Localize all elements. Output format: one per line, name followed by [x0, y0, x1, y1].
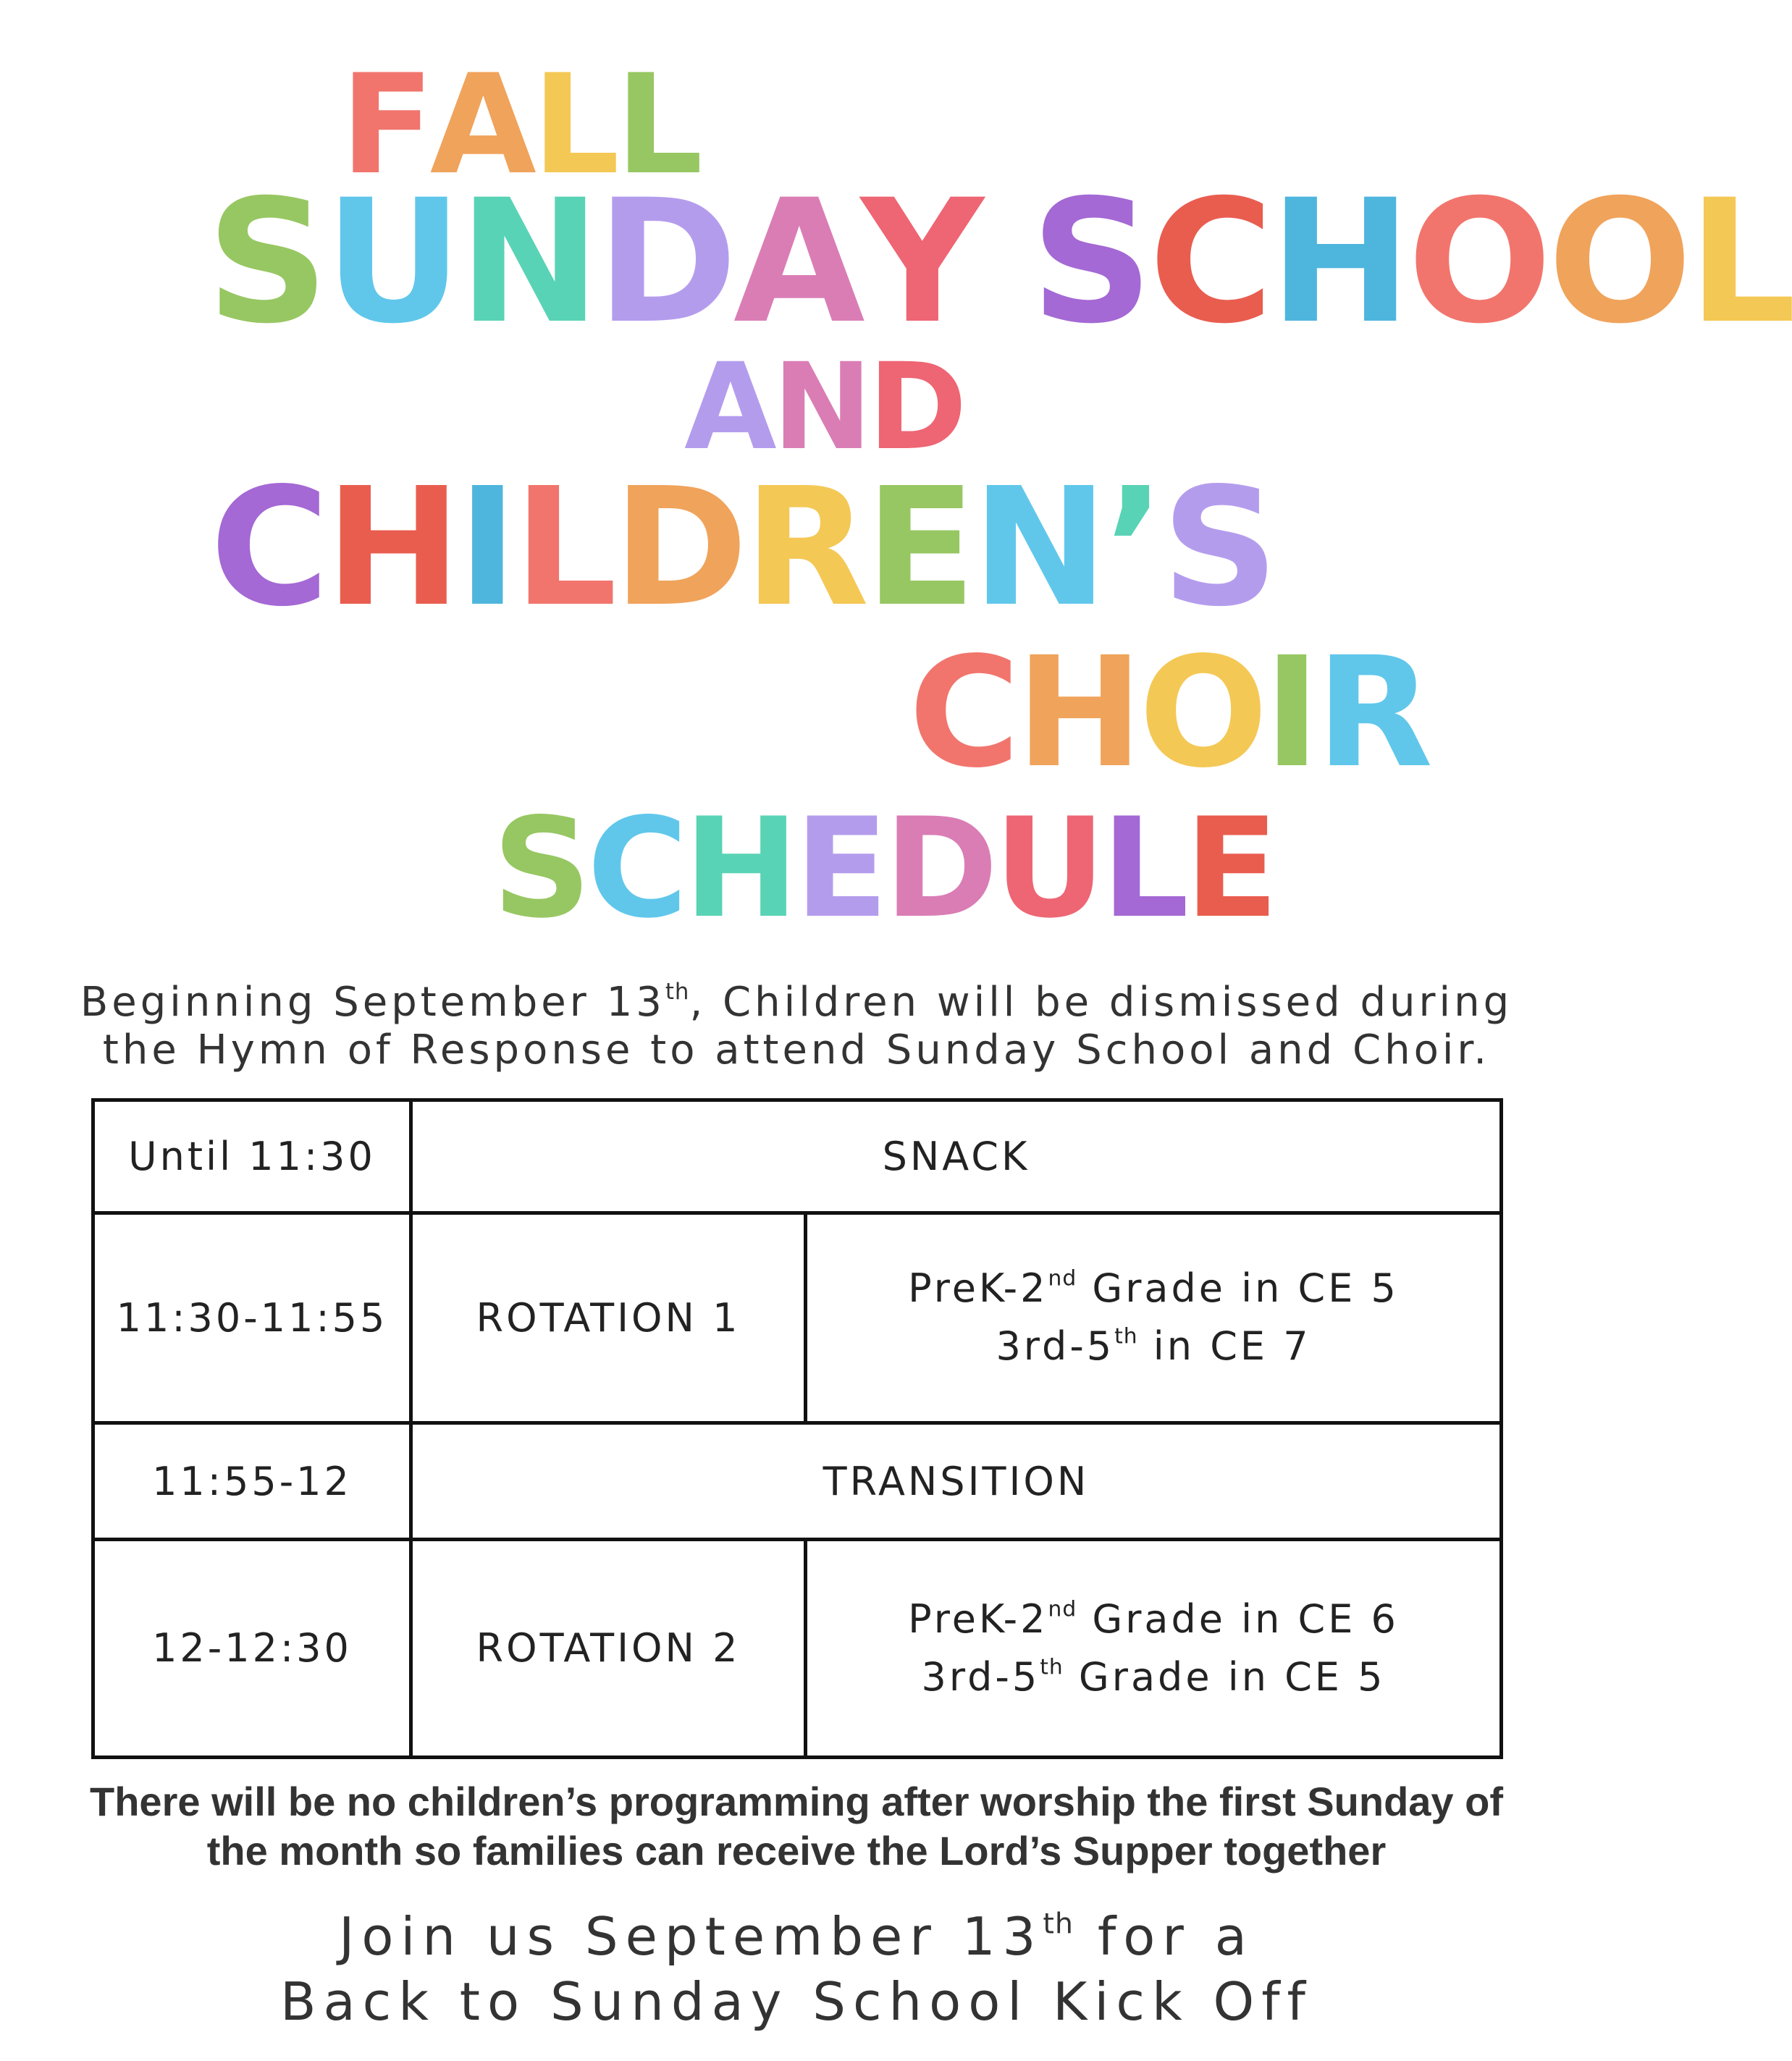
title-letter: S — [1161, 453, 1275, 643]
communion-note — [29, 1777, 1564, 1876]
intro-line-2: the Hymn of Response to attend Sunday School and Choir. — [102, 1027, 1491, 1074]
title-letter: E — [1185, 788, 1274, 948]
activity-cell: TRANSITION — [411, 1423, 1502, 1540]
title-letter: O — [1138, 624, 1264, 801]
title-letter: E — [865, 453, 972, 643]
title-letter: L — [531, 45, 615, 205]
time-cell: 11:30-11:55 — [93, 1213, 411, 1423]
title-letter: H — [325, 453, 458, 643]
table-row — [93, 1423, 1502, 1540]
location-line: 3rd-5th in CE 7 — [996, 1323, 1311, 1370]
title-letter: S — [1030, 164, 1149, 361]
title-letter: D — [613, 453, 744, 643]
title-letter: U — [993, 788, 1102, 948]
title-letter: L — [1688, 164, 1792, 361]
title-letter: N — [972, 453, 1104, 643]
title-choir — [909, 624, 1429, 801]
title-letter: L — [513, 453, 613, 643]
title-letter: R — [744, 453, 865, 643]
activity-cell: ROTATION 1 — [411, 1213, 806, 1423]
note-line-1: There will be no children’s programming after worship the first Sunday of — [90, 1779, 1503, 1824]
title-letter: H — [1269, 164, 1408, 361]
title-letter: D — [884, 788, 994, 948]
title-letter: H — [1016, 624, 1139, 801]
title-letter: I — [1263, 624, 1316, 801]
title-childrens — [210, 453, 1275, 643]
schedule-table — [91, 1098, 1503, 1759]
title-letter: A — [684, 337, 773, 476]
title-and — [684, 337, 963, 476]
title-letter: ’ — [1103, 453, 1162, 643]
location-cell — [806, 1213, 1502, 1423]
title-letter: E — [794, 788, 885, 948]
title-letter: U — [324, 164, 459, 361]
time-cell: 11:55-12 — [93, 1423, 411, 1540]
join-line-2: Back to Sunday School Kick Off — [280, 1971, 1313, 2032]
title-letter: F — [340, 45, 430, 205]
title-letter: D — [867, 337, 963, 476]
table-row — [93, 1539, 1502, 1757]
time-cell: 12-12:30 — [93, 1539, 411, 1757]
title-schedule — [492, 788, 1274, 948]
title-letter: Y — [860, 164, 980, 361]
location-line: PreK-2nd Grade in CE 6 — [908, 1596, 1399, 1642]
kickoff-announcement — [72, 1904, 1520, 2034]
intro-text — [43, 979, 1549, 1074]
title-letter: H — [683, 788, 795, 948]
title-letter: C — [1148, 164, 1270, 361]
table-row — [93, 1100, 1502, 1213]
join-line-1: Join us September 13th for a — [339, 1906, 1254, 1967]
title-letter: L — [1101, 788, 1185, 948]
title-letter: I — [457, 453, 514, 643]
title-letter: L — [615, 45, 699, 205]
activity-cell: ROTATION 2 — [411, 1539, 806, 1757]
location-line: PreK-2nd Grade in CE 5 — [908, 1265, 1399, 1312]
title-letter: C — [586, 788, 684, 948]
title-letter: S — [206, 164, 325, 361]
title-letter: S — [492, 788, 587, 948]
location-cell — [806, 1539, 1502, 1757]
title-letter: O — [1407, 164, 1548, 361]
activity-cell: SNACK — [411, 1100, 1502, 1213]
title-letter: N — [772, 337, 868, 476]
time-cell: Until 11:30 — [93, 1100, 411, 1213]
location-line: 3rd-5th Grade in CE 5 — [921, 1653, 1386, 1700]
title-letter: C — [210, 453, 326, 643]
note-line-2: the month so families can receive the Lord’s Supper together — [206, 1828, 1387, 1874]
title-sunday-school — [206, 164, 1792, 361]
title-letter: A — [733, 164, 861, 361]
table-row — [93, 1213, 1502, 1423]
title-letter: N — [458, 164, 597, 361]
title-letter: R — [1316, 624, 1429, 801]
title-letter: D — [596, 164, 733, 361]
intro-line-1: Beginning September 13th, Children will be dismissed during — [80, 978, 1513, 1026]
title-letter: C — [909, 624, 1017, 801]
title-letter: A — [429, 45, 532, 205]
title-letter: O — [1547, 164, 1688, 361]
